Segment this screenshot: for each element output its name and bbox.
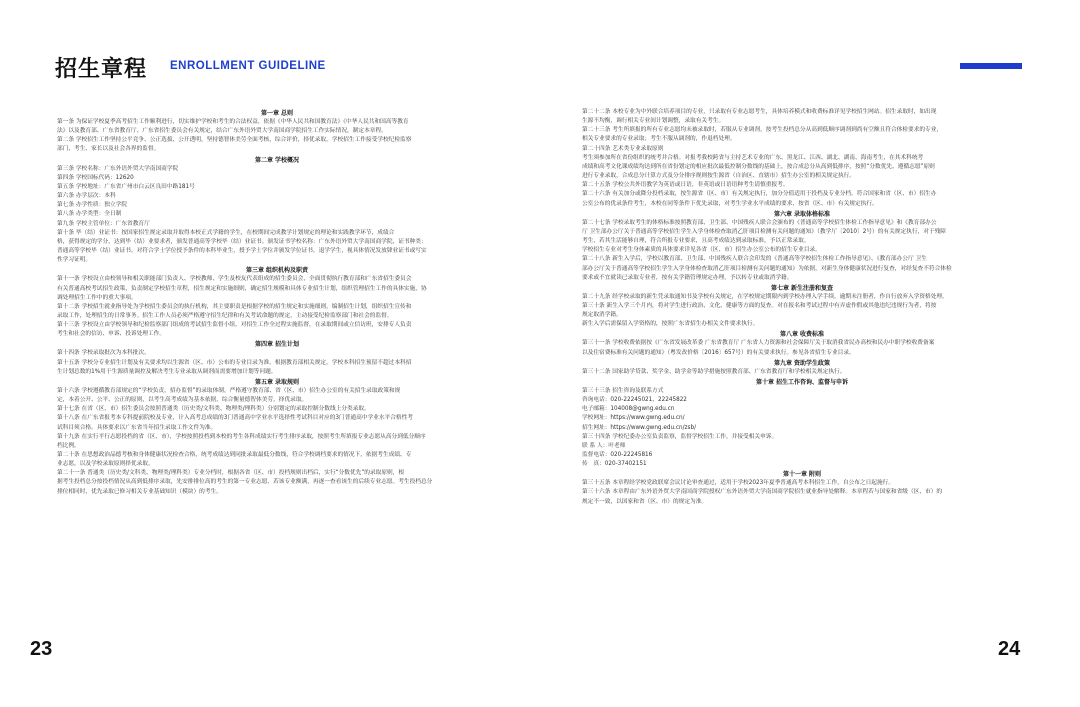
text-line: 格，获得规定的学分，达到毕（结）业要求者，颁发普通高等学校毕（结）业证书。颁发证书学校名称：广东外语外贸大学南国商学院，证书种类：: [57, 238, 427, 245]
text-line: 第六条 办学层次：本科: [57, 193, 116, 200]
text-line: 咨询电话：020-22245021、22245822: [582, 397, 687, 404]
chapter-heading: 第五章 录取规则: [254, 378, 300, 386]
chapter-heading: 第十章 招生工作咨询、监督与申诉: [755, 378, 849, 386]
text-line: 第二十条 在思想政治品德考核和身体健康状况检查合格，统考成绩达到同批录取最低分数线，符合学校调档要求的情况下，依据考生成绩、专: [57, 452, 412, 458]
text-line: 传 真：020-37402151: [582, 461, 647, 468]
text-line: 第三十六条 本章程由广东外语外贸大学南国商学院授权广东外语外贸大学南国商学院招生就业指导处解释。本章程若与国家和省级（区、市）的: [582, 489, 943, 496]
text-line: 定，本着公开、公平、公正的原则，以考生高考成绩为基本依据，综合衡量德智体美劳，择优录取。: [57, 397, 308, 404]
text-line: 第三十二条 国家助学贷款、奖学金、助学金等助学措施按照教育部、广东省教育厅和学校相关规定执行。: [582, 368, 846, 375]
text-line: 业志愿，以及学校录取原则择优录取。: [57, 461, 154, 468]
text-line: 要求或不宜就读已录取专业者，按有关学籍管理规定办理，予以转专业或取消学籍。: [582, 274, 793, 281]
text-line: 据考生投档总分按投档情况从高到低排序录取，先安排排位高的考生的第一专业志愿，若该专业额满，再逐一查看该生的后续专业志愿。考生投档总分: [57, 479, 433, 486]
text-line: 第三十一条 学校收费依据按《广东省发展改革委 广东省教育厅 广东省人力资源和社会保障厅关于取消我省民办高校和民办中职学校收费备案: [582, 340, 935, 347]
chapter-heading: 第八章 收费标准: [779, 331, 825, 339]
accent-bar: [960, 63, 1022, 69]
text-line: 以及住宿费标准有关问题的通知》（粤发改价格〔2016〕657号）的有关要求执行。参见各省招生专业目录。: [582, 349, 855, 356]
text-line: 第十四条 学校录取批次为本科批次。: [57, 350, 150, 357]
text-line: 招生网址：https://www.gwng.edu.cn/zsb/: [582, 424, 696, 431]
text-line: 第二十八条 新生入学后，学校以教育部、卫生部、中国残疾人联合会印发的《普通高等学校招生体检工作指导意见》、《教育部办公厅 卫生: [582, 256, 927, 263]
text-line: 调处理招生工作中的重大事项。: [57, 294, 137, 301]
text-line: 监督电话：020-22245816: [582, 452, 653, 458]
text-line: 第三十五条 本章程经学校党政联席会议讨论审查通过，适用于学校2023年夏季普通高考本科招生工作，自公布之日起施行。: [582, 480, 895, 487]
text-line: 第二十九条 经学校录取的新生凭录取通知书及学校有关规定，在学校规定期限内到学校办理入学手续，逾期未注册者，作自行放弃入学资格处理。: [582, 293, 948, 300]
text-line: 第七条 办学性质：独立学院: [57, 202, 128, 209]
page-subtitle: ENROLLMENT GUIDELINE: [170, 60, 326, 72]
text-line: 电子邮箱：104008@gwng.edu.cn: [582, 406, 675, 413]
text-line: 第三十条 新生入学三个月内，将对学生进行政治、文化、健康等方面的复查。对在报名和考试过程中有弄虚作假或其他违纪违规行为者，将按: [582, 302, 937, 309]
text-line: 第四条 学校国标代码：12620: [57, 174, 134, 181]
text-line: 普通高等学校毕（结）业证书。对符合学士学位授予条件的本科毕业生，授予学士学位并颁发学位证书。退学学生，视具体情况发放肄业证书或写实: [57, 248, 427, 255]
text-line: 厅 卫生部办公厅关于普通高等学校招生学生入学身体检查取消乙肝项目检测有关问题的通知》（教学厅〔2010〕2号）的有关规定执行，对于残障: [582, 228, 946, 235]
chapter-heading: 第十一章 附则: [782, 471, 822, 479]
text-line: 相关专业要求的专业录取；考生不服从调剂的，作退档处理。: [582, 136, 736, 143]
text-line: 学校网址：https://www.gwng.edu.cn/: [582, 415, 685, 422]
text-line: 第二十五条 学校公共外语教学为英语或日语，非英语或日语语种考生请慎重报考。: [582, 182, 789, 189]
page-number-left: 23: [30, 638, 53, 660]
text-line: 第十五条 学校分专业招生计划及有关要求均以生源省（区、市）公布的专业目录为准。根据教育部相关规定，学校本科招生预留不超过本科招: [57, 359, 412, 366]
text-line: 第五条 学校地址：广东省广州市白云区良田中路181号: [57, 183, 195, 190]
text-line: 考生须参加所在省份组织的统考并合格。对报考我校跨省与主持艺术专业的广东、黑龙江、江西、湖北、湖南、海南考生，在其术科统考: [582, 154, 924, 161]
text-line: 档比例。: [57, 442, 80, 449]
chapter-heading: 第六章 录取体格标准: [773, 210, 831, 218]
text-line: 第三十三条 招生咨询及联系方式: [582, 387, 664, 394]
page-title: 招生章程: [55, 57, 148, 82]
chapter-heading: 第四章 招生计划: [254, 341, 300, 349]
text-line: 进行专业录取，合成总分计算方式及分分排序规则按生源省（自治区、直辖市）招生办公室的相关规定执行。: [582, 173, 855, 180]
text-line: 学校招生专业对考生身体素质的具体要求详见各省（区、市）招生办公室公布的招生专业目录。: [582, 247, 821, 254]
chapter-heading: 第二章 学校概况: [254, 156, 300, 164]
right-text-column: [582, 108, 1022, 507]
text-line: 第十一条 学校设立由校领导和相关职能部门负责人、学校教师、学生及校友代表组成的招生委员会，全面贯彻执行教育部和广东省招生委员会: [57, 276, 412, 283]
left-text-column: [57, 108, 497, 497]
text-line: 法》以及教育部、广东省教育厅、广东省招生委员会有关规定，结合广东外语外贸大学南国商学院招生工作实际情况，制定本章程。: [57, 128, 387, 135]
text-line: 有关普通高校考试招生政策，负责制定学校招生章程，招生规定和实施细则，确定招生规模和具体专业招生计划，组织管理招生工作的具体实施，协: [57, 285, 427, 292]
right-page: [540, 0, 1080, 707]
text-line: 第十八条 在广东省报考本专科提前院校及专业，计入高考总成绩的3门普通高中学业水平选择性考试科目对应的3门普通高中学业水平合格性考: [57, 415, 413, 422]
text-line: 考生和社会的信访、申诉、投诉处理工作。: [57, 331, 166, 338]
text-line: 性学习证明。: [57, 257, 92, 264]
text-line: 第十条 毕（结）业证书：按国家招生规定录取并取得本校正式学籍的学生，在校期间完成教学计划规定的理论和实践教学环节，成绩合: [57, 229, 395, 236]
text-line: 规定不一致，以国家和省（区、市）的规定为准。: [582, 498, 708, 505]
text-line: 第二十二条 本校专业为中外联合培养项目的专业，只录取有专业志愿考生，具体培养模式和收费标准详见学校招生网站。招生录取时，如出现: [582, 109, 937, 115]
text-line: 第二十六条 有关加分或降分投档录取，按生源省（区、市）有关规定执行，加分分值适用于投档及专业分档。符合国家和省（区、市）招生办: [582, 191, 937, 198]
text-line: 第二十三条 考生所填报的所有专业志愿均未被录取时，若服从专业调剂，按考生投档总分从高到低顺序调剂到尚有空额且符合体检要求的专业，: [582, 127, 943, 134]
text-line: 试科目须合格。具体要求以广东省当年招生录取工作文件为准。: [57, 424, 217, 431]
text-line: 第二十七条 学校录取考生的体格标准按照教育部、卫生部、中国残疾人联合会颁布的《普通高等学校招生体检工作指导意见》和《教育部办公: [582, 219, 937, 226]
text-line: 生计划总数的1%用于生源质量调控及解决考生专业录取从调剂而需要增加计划等问题。: [57, 368, 277, 375]
chapter-heading: 第七章 新生注册和复查: [770, 284, 834, 292]
text-line: 第十七条 在省（区、市）招生委员会按照普通类（历史类/文科类、物理类/理科类）分别划定的录取控制分数线上分类录取。: [57, 406, 370, 413]
chapter-heading: 第九章 资助学生政策: [773, 359, 831, 367]
text-line: 生源不均衡，调行相关专业间计划调整，录取有关考生。: [582, 118, 725, 125]
text-line: 新生入学后需保留入学资格的，按照广东省招生办相关文件要求执行。: [582, 321, 759, 328]
text-line: 第二条 学校招生工作坚持公平竞争、公正选拔、公开透明，坚持德智体美劳全面考核，综合评价，择优录取。学校招生工作接受学校纪检监察: [57, 137, 412, 144]
text-line: 第十三条 学校设立由学校领导和纪检监察部门组成的考试招生监督小组，对招生工作全过程实施监督，在录取期间或立信访班，安排专人负责: [57, 322, 412, 329]
text-line: 联 系 人：叶老师: [582, 442, 626, 449]
chapter-heading: 第一章 总则: [260, 110, 294, 117]
text-line: 第一条 为保证学校夏季高考招生工作顺利进行，切实维护学校和考生的合法权益，依据《中华人民共和国教育法》《中华人民共和国高等教育: [57, 119, 409, 125]
text-line: 考生，若其生活能够自理，符合所报专业要求，且高考成绩达到录取标准，予以正常录取。: [582, 238, 810, 245]
text-line: 第八条 办学类型：全日制: [57, 211, 122, 218]
text-line: 第三条 学校名称：广东外语外贸大学南国商学院: [57, 165, 179, 172]
text-line: 排位相同时，优先录取已修习相关专业基础知识（模块）的考生。: [57, 488, 222, 495]
text-line: 第九条 学校主管单位：广东省教育厅: [57, 220, 150, 227]
text-line: 公室公布的优录条件考生，本校在同等条件下优先录取，对考生学业水平成绩的要求，按省（区、市）有关规定执行。: [582, 200, 878, 207]
text-line: 第十二条 学校招生就业指导处为学校招生委员会的执行机构，其主要职责是根据学校的招生规定和实施细则，编制招生计划，组织招生宣传和: [57, 303, 412, 310]
text-line: 第十六条 学校遵循教育部规定的“学校负责，招办监督”的录取体制，严格遵守教育部、省（区、市）招生办公室的有关招生录取政策和规: [57, 387, 401, 394]
text-line: 第三十四条 学校纪委办公室负责监察，监督学校招生工作，并接受相关申诉。: [582, 433, 778, 440]
text-line: 部办公厅关于普通高等学校招生学生入学身体检查取消乙肝项目检测有关问题的通知》为依据，对新生身体健康状况进行复查，对经复查不符合体检: [582, 265, 952, 272]
text-line: 录取工作，处理招生的日常事务。招生工作人员必须严格遵守招生纪律和有关考试命题的规定，主动接受纪检监察部门和社会的监督。: [57, 312, 393, 319]
page-number-right: 24: [998, 638, 1021, 660]
text-line: 第二十一条 普通类（历史类/文科类、物理类/理科类）专业分档时，根据各省（区、市）投档规则出档后，实行“分数优先”的录取原则，根: [57, 470, 405, 477]
text-line: 规定取消学籍。: [582, 312, 622, 319]
text-line: 部门、考生、家长以及社会各界的监督。: [57, 146, 160, 153]
chapter-heading: 第三章 组织机构及职责: [245, 267, 309, 275]
text-line: 第二十四条 艺术类专业录取原则: [582, 145, 664, 152]
text-line: 第十九条 在实行平行志愿投档的省（区、市），学校按照投档到本校的考生各科成绩实行考生排序录取，按照考生所填报专业志愿从高分到低分顺序: [57, 433, 426, 440]
text-line: 成绩和高考文化课成绩均达到所在省份划定的相应批次最低控制分数线的基础上，按合成总分从高到低排序，按照“分数优先、遵循志愿”原则: [582, 163, 935, 170]
